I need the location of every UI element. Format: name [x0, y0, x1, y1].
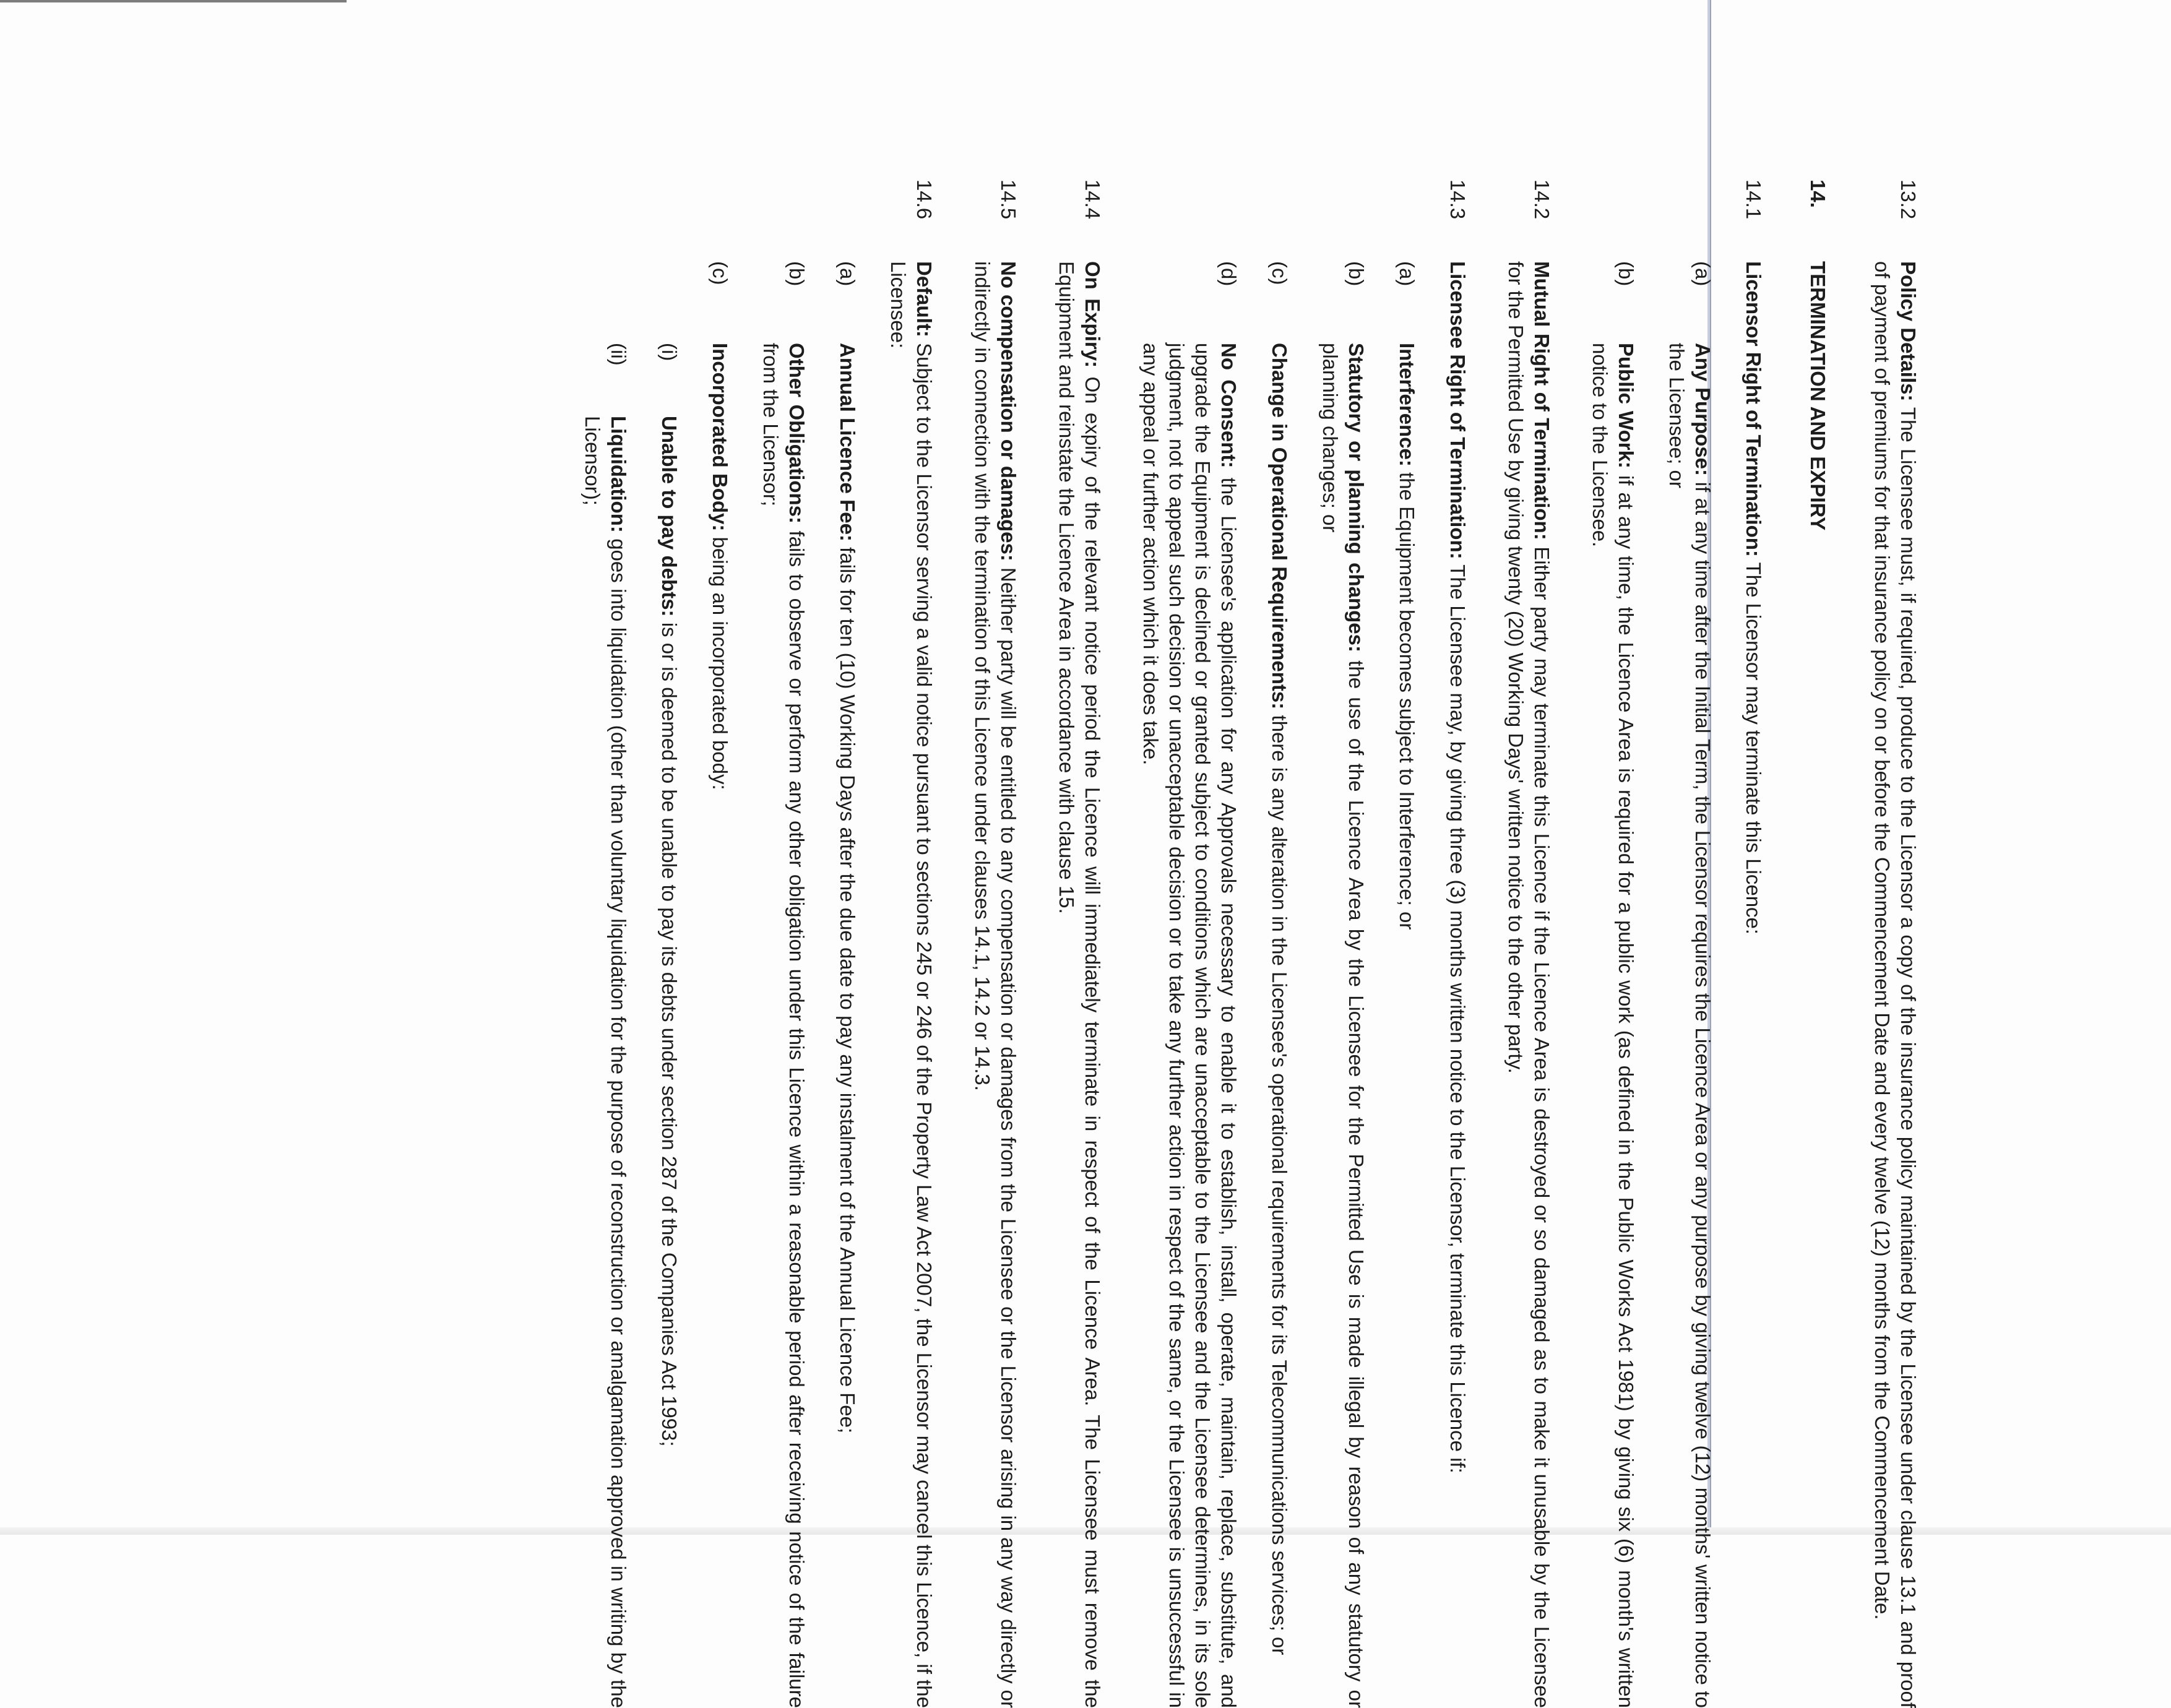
- item-14-6-c-i: [656, 343, 682, 1708]
- subclause-14-6-c: [707, 261, 733, 1708]
- clause-number: 13.2: [1897, 179, 1920, 220]
- subclause-body: [834, 343, 860, 1708]
- subclause-text: there is any alteration in the Licensee's operational requirements for its Telecommunications services; or: [1268, 715, 1291, 1655]
- clause-heading: No compensation or damages:: [997, 261, 1020, 561]
- clause-heading: Mutual Right of Termination:: [1530, 261, 1553, 540]
- clause-heading: Licensor Right of Termination:: [1742, 261, 1765, 557]
- clause-text: Subject to the Licensor serving a valid notice pursuant to sections 245 or 246 of the Property Law Act 2007, the Licensor may cancel this Licence, if the Licensee:: [887, 261, 936, 1708]
- subclause-body: [1266, 343, 1292, 1708]
- subclause-label: (a): [1691, 261, 1714, 287]
- clause-text: On expiry of the relevant notice period the Licence will immediately terminate in respect of the Licence Area. The Licensee must remove the Equipment and reinstate the Licence Area in accordance with clause 15.: [1055, 261, 1104, 1708]
- clause-heading: Default:: [913, 261, 936, 337]
- subclause-label: (b): [1615, 261, 1638, 287]
- clause-text: Neither party will be entitled to any compensation or damages from the Licensee or the Licensor arising in any way directly or indirectly in connection with the termination of this Licence under clauses 14.1, 14.2 or 14.3.: [971, 261, 1020, 1708]
- clause-number: 14.5: [997, 179, 1020, 220]
- subclause-body: [757, 343, 809, 1708]
- subclause-14-6-a: [834, 261, 860, 1708]
- section-title: TERMINATION AND EXPIRY: [1806, 261, 1829, 531]
- item-body: [656, 416, 682, 1708]
- subclause-label: (d): [1217, 261, 1240, 287]
- clause-14-3: [1444, 179, 1470, 1708]
- clause-14-4: [1053, 179, 1105, 1708]
- section-14-heading: [1805, 179, 1831, 1708]
- clause-heading: Licensee Right of Termination:: [1446, 261, 1469, 559]
- subclause-heading: No Consent:: [1217, 343, 1240, 468]
- clause-text: The Licensor may terminate this Licence:: [1742, 562, 1765, 935]
- subclause-heading: Change in Operational Requirements:: [1268, 343, 1291, 710]
- clause-text: The Licensee may, by giving three (3) months written notice to the Licensor, terminate this Licence if:: [1446, 564, 1469, 1473]
- clause-number: 14.6: [913, 179, 936, 220]
- subclause-text: the Licensee's application for any Approvals necessary to enable it to establish, install, operate, maintain, replace, substitute, and upgrade the Equipment is declined or granted subject to conditions which are unacceptable to the Licensee and the Licensee determines, in its sole judgment, not to appeal such decision or unacceptable decision or to take any further action in respect of the same, or the Licensee is unsuccessful in any appeal or further action which it does take.: [1139, 343, 1240, 1708]
- subclause-heading: Any Purpose:: [1691, 343, 1714, 476]
- subclause-body: [1664, 343, 1716, 1708]
- item-body: [579, 416, 631, 1708]
- subclause-label: (a): [1396, 261, 1418, 287]
- subclause-label: (b): [785, 261, 808, 287]
- clause-14-2: [1503, 179, 1555, 1708]
- subclause-14-3-a: [1394, 261, 1420, 1708]
- subclause-heading: Statutory or planning changes:: [1345, 343, 1368, 652]
- item-heading: Unable to pay debts:: [658, 416, 681, 617]
- clause-body: [1740, 261, 1766, 1708]
- item-label: (ii): [607, 343, 630, 366]
- subclause-label: (c): [1268, 261, 1291, 285]
- subclause-text: fails to observe or perform any other obligation under this Licence within a reasonable period after receiving notice of the failure from the Licensor;: [759, 343, 808, 1708]
- item-text: is or is deemed to be unable to pay its debts under section 287 of the Companies Act 1993;: [658, 622, 681, 1447]
- subclause-label: (a): [836, 261, 859, 287]
- clause-13-2: [1869, 179, 1921, 1708]
- subclause-14-6-b: [757, 261, 809, 1708]
- subclause-heading: Public Work:: [1615, 343, 1638, 468]
- subclause-body: [1394, 343, 1420, 1708]
- item-text: goes into liquidation (other than voluntary liquidation for the purpose of reconstruction or amalgamation approved in writing by the Licensor);: [581, 416, 630, 1708]
- clause-body: [1869, 261, 1921, 1708]
- clause-heading: Policy Details:: [1897, 261, 1920, 402]
- clause-text: Either party may terminate this Licence if the Licence Area is destroyed or so damaged as to make it unusable by the Licensee for the Permitted Use by giving twenty (20) Working Days' written notice to the other party.: [1504, 261, 1553, 1708]
- subclause-text: the Equipment becomes subject to Interference; or: [1396, 472, 1418, 930]
- clause-text: The Licensee must, if required, produce to the Licensor a copy of the insurance policy maintained by the Licensee under clause 13.1 and proof of payment of premiums for that insurance policy on or before the Commencement Date and every twelve (12) months from the Commencement Date.: [1871, 261, 1920, 1708]
- subclause-body: [1587, 343, 1639, 1708]
- subclause-label: (c): [709, 261, 732, 285]
- subclause-heading: Annual Licence Fee:: [836, 343, 859, 541]
- subclause-14-1-a: [1664, 261, 1716, 1708]
- subclause-heading: Incorporated Body:: [709, 343, 732, 532]
- clause-number: 14.1: [1742, 179, 1765, 220]
- clause-body: [1444, 261, 1470, 1708]
- subclause-heading: Interference:: [1396, 343, 1418, 467]
- subclause-text: if at any time after the Initial Term, the Licensor requires the Licence Area or any purpose by giving twelve (12) months' written notice to the Licensee; or: [1665, 343, 1714, 1708]
- clause-number: 14.4: [1081, 179, 1104, 220]
- clause-body: [1503, 261, 1555, 1708]
- clause-body: [885, 261, 937, 1708]
- subclause-14-3-c: [1266, 261, 1292, 1708]
- subclause-body: [1137, 343, 1241, 1708]
- document-page: [256, 179, 1921, 1708]
- subclause-text: if at any time, the Licence Area is required for a public work (as defined in the Public Works Act 1981) by giving six (6) month's written notice to the Licensee.: [1589, 343, 1638, 1708]
- subclause-14-3-d: [1137, 261, 1241, 1708]
- clause-body: [969, 261, 1021, 1708]
- clause-14-6: [885, 179, 937, 1708]
- subclause-14-1-b: [1587, 261, 1639, 1708]
- item-label: (i): [658, 343, 681, 361]
- item-14-6-c-ii: [579, 343, 631, 1708]
- subclause-label: (b): [1345, 261, 1368, 287]
- clause-14-5: [969, 179, 1021, 1708]
- clause-number: 14.3: [1446, 179, 1469, 220]
- clause-number: 14.2: [1530, 179, 1553, 220]
- subclause-text: fails for ten (10) Working Days after the due date to pay any instalment of the Annual Licence Fee;: [836, 547, 859, 1434]
- subclause-body: [707, 343, 733, 1708]
- subclause-text: the use of the Licence Area by the Licensee for the Permitted Use is made illegal by reason of any statutory or planning changes; or: [1319, 343, 1368, 1708]
- subclause-heading: Other Obligations:: [785, 343, 808, 524]
- scan-edge-top: [0, 0, 347, 2]
- subclause-text: being an incorporated body:: [709, 537, 732, 790]
- section-number: 14.: [1806, 179, 1829, 208]
- clause-14-1: [1740, 179, 1766, 1708]
- clause-heading: On Expiry:: [1081, 261, 1104, 368]
- clause-body: [1053, 261, 1105, 1708]
- item-heading: Liquidation:: [607, 416, 630, 533]
- subclause-14-3-b: [1317, 261, 1369, 1708]
- subclause-body: [1317, 343, 1369, 1708]
